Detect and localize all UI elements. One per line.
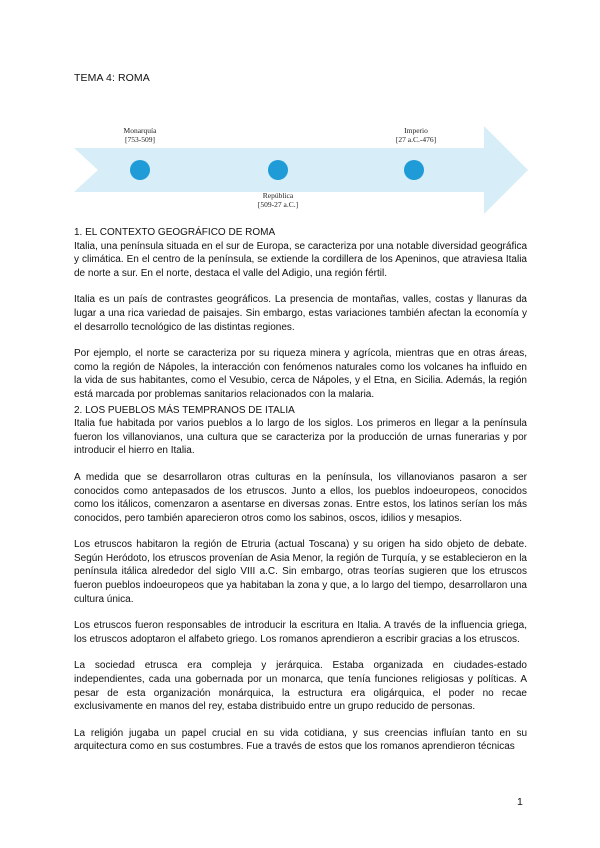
timeline-graphic <box>74 120 534 220</box>
paragraph: Por ejemplo, el norte se caracteriza por su riqueza minera y agrícola, mientras que en otras áreas, como la región de Nápoles, la interacción con fenómenos naturales como los volcanes ha influido en la vida de sus habitantes, como el Vesubio, cerca de Nápoles, y el Etna, en Sicilia. Además, la región está marcada por problemas sanitarios relacionados con la malaria. <box>74 348 527 400</box>
page-number: 1 <box>517 796 523 808</box>
paragraph: Los etruscos fueron responsables de introducir la escritura en Italia. A través de la influencia griega, los etruscos adoptaron el alfabeto griego. Los romanos aprendieron a escribir gracias a los etruscos. <box>74 620 527 645</box>
timeline-label-dates: [27 a.C.-476] <box>395 135 437 144</box>
timeline-label-dates: [753-509] <box>125 135 155 144</box>
section-heading: 1. EL CONTEXTO GEOGRÁFICO DE ROMA <box>74 227 276 238</box>
timeline-dot-imperio <box>404 160 424 180</box>
paragraph: Italia, una península situada en el sur de Europa, se caracteriza por una notable diversidad geográfica y climática. En el centro de la península, se extiende la cordillera de los Apeninos, que atraviesa Italia de norte a sur. En el norte, destaca el valle del Adigio, una región fértil. <box>74 240 527 279</box>
timeline-label-name: Monarquía <box>123 126 157 135</box>
paragraph: La religión jugaba un papel crucial en su vida cotidiana, y sus creencias influían tanto en su arquitectura como en sus costumbres. Fue a través de estos que los romanos aprendieron técnicas <box>74 727 527 753</box>
page-title: TEMA 4: ROMA <box>74 72 150 84</box>
document-body <box>74 226 527 767</box>
paragraph: La sociedad etrusca era compleja y jerárquica. Estaba organizada en ciudades-estado independientes, cada una gobernada por un monarca, que tenía funciones religiosas y políticas. A pesar de esta organización monárquica, la estructura era oligárquica, el poder no recae exclusivamente en manos del rey, estaba distribuido entre un grupo reducido de personas. <box>74 660 527 713</box>
paragraph: Los etruscos habitaron la región de Etruria (actual Toscana) y su origen ha sido objeto de debate. Según Heródoto, los etruscos provenían de Asia Menor, la región de Turquía, y se establecieron en la península itálica alrededor del siglo VIII a.C. Sin embargo, otras teorías sugieren que los etruscos fueron pueblos indoeuropeos que ya habitaban la zona y que, a lo largo del tiempo, desarrollaron una cultura única. <box>74 539 527 605</box>
timeline-label-republica <box>240 191 316 209</box>
section-heading: 2. LOS PUEBLOS MÁS TEMPRANOS DE ITALIA <box>74 404 295 416</box>
timeline-dot-monarquia <box>130 160 150 180</box>
timeline-label-monarquia <box>110 126 170 144</box>
timeline-label-name: República <box>262 191 294 200</box>
paragraph: Italia es un país de contrastes geográficos. La presencia de montañas, valles, costas y llanuras da lugar a una rica variedad de paisajes. Sin embargo, estas variaciones también afectan la economía y el desarrollo tecnológico de las distintas regiones. <box>74 294 527 333</box>
paragraph: A medida que se desarrollaron otras culturas en la península, los villanovianos pasaron a ser conocidos como antepasados de los etruscos. Junto a ellos, los pueblos indoeuropeos, conocidos como los itálicos, comenzaron a asentarse en diversas zonas. Entre estos, los latinos serían los más conocidos, pero también aparecieron otros como los sabinos, oscos, idilios y mesapios. <box>74 471 527 524</box>
timeline-label-imperio <box>378 126 454 144</box>
timeline-dot-republica <box>268 160 288 180</box>
timeline-label-name: Imperio <box>404 126 428 135</box>
paragraph: Italia fue habitada por varios pueblos a lo largo de los siglos. Los primeros en llegar a la península fueron los villanovianos, una cultura que se caracteriza por la producción de urnas funerarias y por introducir el hierro en Italia. <box>74 418 527 457</box>
timeline-label-dates: [509-27 a.C.] <box>257 200 299 209</box>
